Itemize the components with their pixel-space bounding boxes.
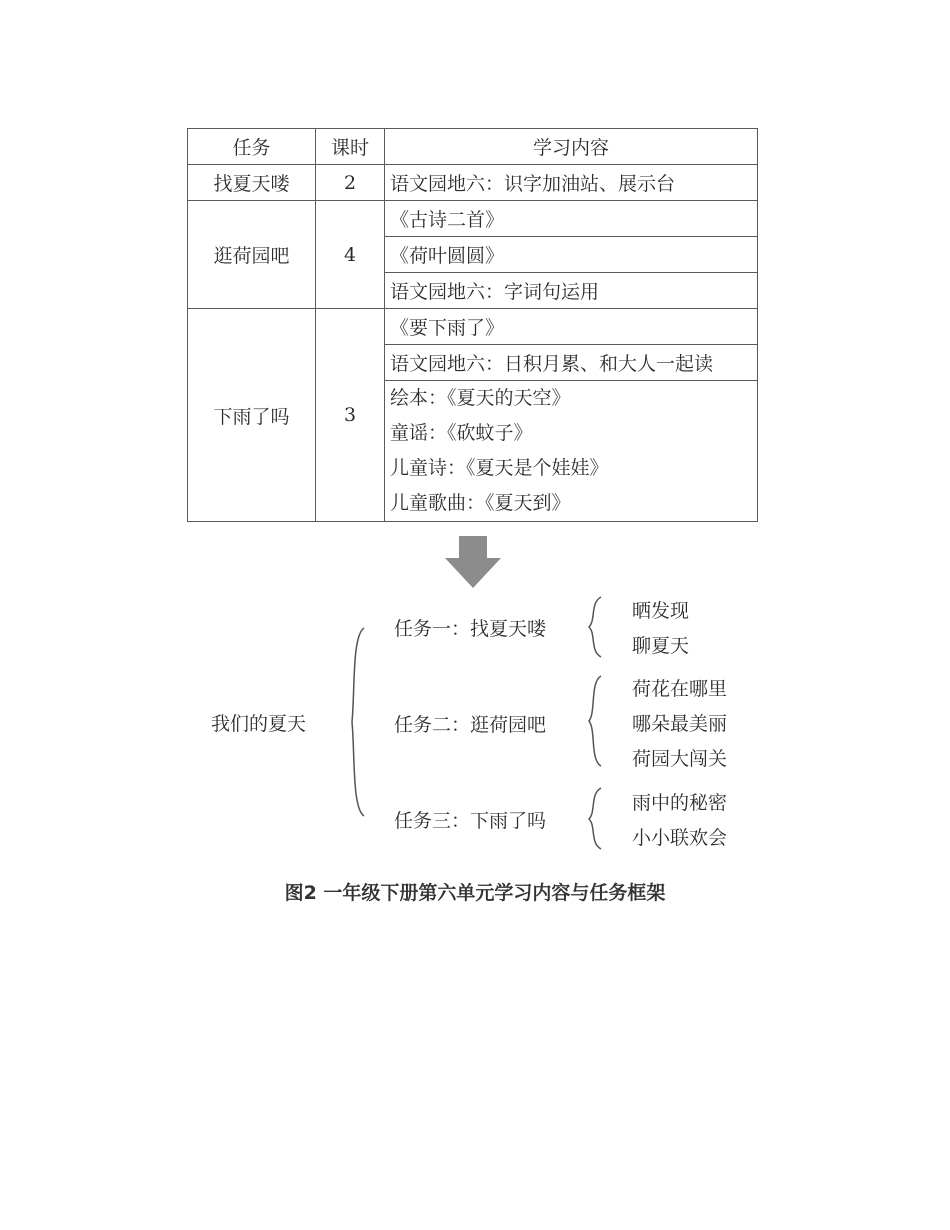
framework-item: 荷花在哪里 xyxy=(632,678,728,700)
framework-task-2: 任务二：逛荷园吧 xyxy=(394,714,547,736)
lesson-table xyxy=(187,128,758,522)
content-cell-multiline xyxy=(385,381,758,522)
table-header-row xyxy=(188,129,758,165)
framework-item: 聊夏天 xyxy=(632,635,690,657)
framework-root: 我们的夏天 xyxy=(211,713,307,735)
hours-cell: 2 xyxy=(316,165,385,201)
table-row xyxy=(188,165,758,201)
table-row xyxy=(188,201,758,237)
framework-item: 小小联欢会 xyxy=(632,827,728,849)
task3-brace xyxy=(589,788,601,849)
content-cell: 《要下雨了》 xyxy=(385,309,758,345)
header-content: 学习内容 xyxy=(385,129,758,165)
framework-item: 雨中的秘密 xyxy=(632,792,728,814)
framework-task-3: 任务三：下雨了吗 xyxy=(394,810,547,832)
content-line: 儿童诗：《夏天是个娃娃》 xyxy=(390,457,609,479)
framework-task-1: 任务一：找夏天喽 xyxy=(394,618,547,640)
content-cell: 《古诗二首》 xyxy=(385,201,758,237)
hours-cell: 4 xyxy=(316,201,385,309)
framework-item: 哪朵最美丽 xyxy=(632,713,728,735)
task2-brace xyxy=(589,676,601,766)
task-cell: 找夏天喽 xyxy=(188,165,316,201)
table-row xyxy=(188,309,758,345)
framework-item: 荷园大闯关 xyxy=(632,748,728,770)
task-cell: 逛荷园吧 xyxy=(188,201,316,309)
root-brace xyxy=(352,628,364,816)
framework-item: 晒发现 xyxy=(632,600,690,622)
content-line: 儿童歌曲：《夏天到》 xyxy=(390,492,571,514)
hours-cell: 3 xyxy=(316,309,385,522)
header-hours: 课时 xyxy=(316,129,385,165)
content-cell: 语文园地六：日积月累、和大人一起读 xyxy=(385,345,758,381)
task-cell: 下雨了吗 xyxy=(188,309,316,522)
content-cell: 语文园地六：识字加油站、展示台 xyxy=(385,165,758,201)
header-task: 任务 xyxy=(188,129,316,165)
content-cell: 语文园地六：字词句运用 xyxy=(385,273,758,309)
content-line: 绘本：《夏天的天空》 xyxy=(390,387,571,409)
figure-caption: 图2 一年级下册第六单元学习内容与任务框架 xyxy=(284,882,666,904)
down-arrow-icon xyxy=(445,536,501,588)
content-cell: 《荷叶圆圆》 xyxy=(385,237,758,273)
content-line: 童谣：《砍蚊子》 xyxy=(390,422,533,444)
task1-brace xyxy=(589,597,601,657)
